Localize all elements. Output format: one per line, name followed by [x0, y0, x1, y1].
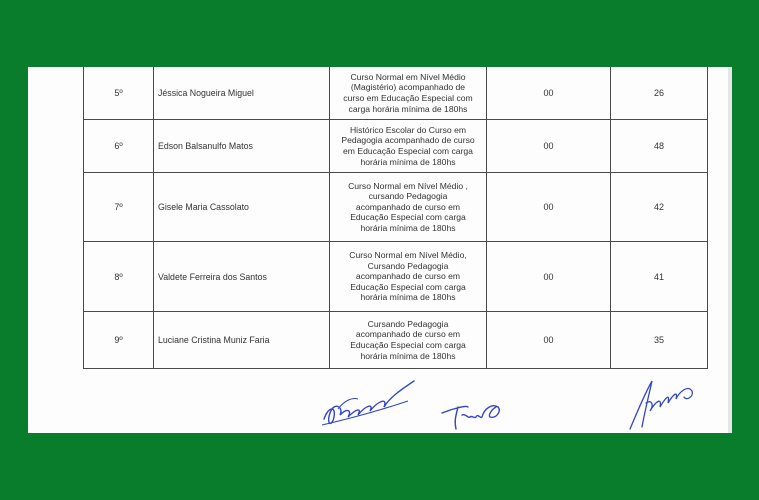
score-a-cell: 00 — [487, 242, 611, 312]
position-cell: 9º — [84, 312, 154, 369]
candidate-name-cell: Edson Balsanulfo Matos — [154, 120, 330, 173]
formation-line: Curso Normal em Nível Médio , — [348, 180, 468, 191]
score-a-cell: 00 — [487, 173, 611, 242]
formation-cell — [330, 67, 487, 120]
candidate-name-cell: Luciane Cristina Muniz Faria — [154, 312, 330, 369]
signature-1 — [318, 367, 428, 433]
score-a-cell: 00 — [487, 312, 611, 369]
formation-line: cursando Pedagogia — [368, 191, 448, 202]
scan-edge — [728, 67, 732, 433]
formation-line: horária mínima de 180hs — [360, 222, 456, 233]
table-row — [84, 312, 708, 369]
position-cell: 8º — [84, 242, 154, 312]
formation-line: acompanhado de curso em — [355, 201, 461, 212]
formation-line: Curso Normal em Nível Médio — [350, 71, 466, 82]
formation-cell — [330, 120, 487, 173]
score-b-cell: 35 — [611, 312, 708, 369]
score-b-cell: 48 — [611, 120, 708, 173]
position-cell: 7º — [84, 173, 154, 242]
formation-cell — [330, 312, 487, 369]
formation-line: Educação Especial com carga — [350, 212, 466, 223]
formation-line: horária mínima de 180hs — [360, 156, 456, 167]
formation-line: Educação Especial com carga — [350, 281, 466, 292]
table-row — [84, 67, 708, 120]
scanned-document — [28, 67, 732, 433]
candidate-name-cell: Jéssica Nogueira Miguel — [154, 67, 330, 120]
score-a-cell: 00 — [487, 120, 611, 173]
candidate-name-cell: Gisele Maria Cassolato — [154, 173, 330, 242]
table-row — [84, 120, 708, 173]
formation-line: acompanhado de curso em — [355, 271, 461, 282]
position-cell: 5º — [84, 67, 154, 120]
formation-cell — [330, 242, 487, 312]
formation-line: Educação Especial com carga — [350, 340, 466, 350]
formation-cell — [330, 173, 487, 242]
score-b-cell: 42 — [611, 173, 708, 242]
formation-line: carga horária mínima de 180hs — [348, 103, 468, 114]
table-row — [84, 242, 708, 312]
formation-line: curso em Educação Especial com — [343, 93, 473, 103]
formation-line: Cursando Pedagogia — [367, 260, 449, 271]
table-row — [84, 173, 708, 242]
formation-line: em Educação Especial com carga — [343, 146, 473, 156]
formation-line: acompanhado de curso em — [355, 329, 461, 340]
signature-3 — [626, 371, 706, 433]
formation-line: horária mínima de 180hs — [360, 350, 456, 361]
formation-line: Pedagogia acompanhado de curso — [341, 135, 475, 146]
formation-line: Curso Normal em Nível Médio, — [349, 250, 467, 261]
classification-table — [83, 67, 708, 369]
formation-line: (Magistério) acompanhado de — [350, 82, 466, 93]
signature-2 — [438, 389, 518, 433]
candidate-name-cell: Valdete Ferreira dos Santos — [154, 242, 330, 312]
score-a-cell: 00 — [487, 67, 611, 120]
score-b-cell: 26 — [611, 67, 708, 120]
position-cell: 6º — [84, 120, 154, 173]
score-b-cell: 41 — [611, 242, 708, 312]
formation-line: horária mínima de 180hs — [360, 292, 456, 303]
formation-line: Cursando Pedagogia — [367, 318, 449, 329]
formation-line: Histórico Escolar do Curso em — [349, 124, 467, 135]
